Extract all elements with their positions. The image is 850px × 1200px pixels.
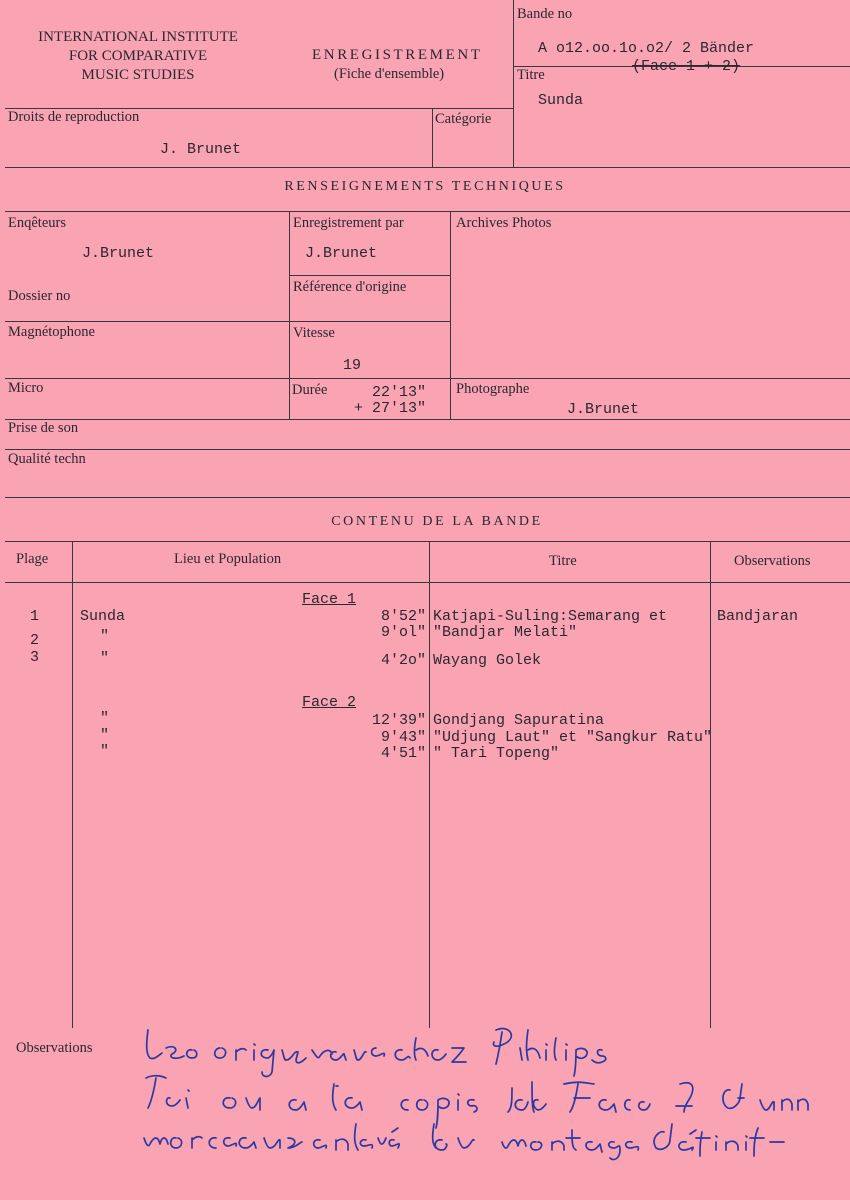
form-subtitle: (Fiche d'ensemble) bbox=[334, 66, 445, 82]
contenu-col1-divider bbox=[72, 541, 73, 1028]
col-header-plage: Plage bbox=[16, 551, 49, 567]
duree-value-2: + 27'13" bbox=[353, 400, 426, 417]
face1-label: Face 1 bbox=[302, 591, 357, 608]
tech-rule-3 bbox=[5, 378, 850, 379]
photographe-value: J.Brunet bbox=[567, 401, 640, 418]
enqueteurs-value: J.Brunet bbox=[82, 245, 155, 262]
tech-col1-divider bbox=[289, 211, 290, 419]
form-title: ENREGISTREMENT bbox=[312, 47, 483, 63]
reference-label: Référence d'origine bbox=[293, 279, 407, 295]
tech-rule-5 bbox=[5, 449, 850, 450]
archives-label: Archives Photos bbox=[456, 215, 552, 231]
row-titre: "Udjung Laut" et "Sangkur Ratu" bbox=[433, 729, 713, 746]
bande-label: Bande no bbox=[517, 6, 573, 22]
titre-label: Titre bbox=[517, 67, 545, 83]
row-titre: Gondjang Sapuratina bbox=[433, 712, 605, 729]
row-titre: Wayang Golek bbox=[433, 652, 542, 669]
tech-rule-6 bbox=[5, 497, 850, 498]
tech-rule-ref bbox=[289, 275, 450, 276]
col-header-lieu: Lieu et Population bbox=[174, 551, 282, 567]
tech-rule-4 bbox=[5, 419, 850, 420]
row-lieu: " bbox=[100, 650, 110, 667]
row-lieu: Sunda bbox=[80, 608, 126, 625]
col-header-observations: Observations bbox=[734, 553, 811, 569]
row-lieu: " bbox=[100, 727, 110, 744]
photographe-label: Photographe bbox=[456, 381, 530, 397]
handwritten-observations bbox=[140, 1020, 830, 1170]
qualite-label: Qualité techn bbox=[8, 451, 86, 467]
categorie-divider bbox=[432, 108, 433, 167]
enregistrement-label: Enregistrement par bbox=[293, 215, 404, 231]
bande-value: A o12.oo.1o.o2/ 2 Bänder bbox=[538, 40, 755, 57]
header-right-divider bbox=[513, 0, 514, 167]
row-lieu: " bbox=[100, 710, 110, 727]
col-header-titre: Titre bbox=[549, 553, 577, 569]
row-titre: Katjapi-Suling:Semarang et bbox=[433, 608, 668, 625]
duree-label: Durée bbox=[292, 382, 328, 398]
tech-section-title: RENSEIGNEMENTS TECHNIQUES bbox=[284, 179, 566, 194]
row-duree: 4'51" bbox=[380, 745, 426, 762]
enregistrement-value: J.Brunet bbox=[305, 245, 378, 262]
institute-line-3: MUSIC STUDIES bbox=[81, 67, 195, 83]
contenu-col2-divider bbox=[429, 541, 430, 1028]
tech-top-rule bbox=[5, 211, 850, 212]
institute-line-1: INTERNATIONAL INSTITUTE bbox=[38, 29, 238, 45]
enqueteurs-label: Enqêteurs bbox=[8, 215, 66, 231]
titre-value: Sunda bbox=[538, 92, 584, 109]
magnetophone-label: Magnétophone bbox=[8, 324, 95, 340]
institute-line-2: FOR COMPARATIVE bbox=[68, 48, 208, 64]
row-titre: "Bandjar Melati" bbox=[433, 624, 578, 641]
bande-face-struck: (Face 1 + 2) bbox=[632, 58, 741, 75]
row-duree: 9'43" bbox=[380, 729, 426, 746]
row-lieu: " bbox=[100, 743, 110, 760]
row-plage: 1 bbox=[30, 608, 40, 625]
contenu-top-rule bbox=[5, 541, 850, 542]
contenu-header-rule bbox=[5, 582, 850, 583]
vitesse-value: 19 bbox=[343, 357, 362, 374]
duree-value-1: 22'13" bbox=[371, 384, 426, 401]
micro-label: Micro bbox=[8, 380, 44, 396]
droits-label: Droits de reproduction bbox=[8, 109, 140, 125]
tech-col2-divider bbox=[450, 211, 451, 419]
row-duree: 12'39" bbox=[371, 712, 426, 729]
row-observation: Bandjaran bbox=[717, 608, 799, 625]
row-duree: 9'ol" bbox=[380, 624, 426, 641]
tech-rule-2 bbox=[5, 321, 450, 322]
categorie-label: Catégorie bbox=[435, 111, 492, 127]
row-titre: " Tari Topeng" bbox=[433, 745, 560, 762]
prise-label: Prise de son bbox=[8, 420, 79, 436]
row-lieu: " bbox=[100, 628, 110, 645]
header-section-rule bbox=[5, 167, 850, 168]
institute-name bbox=[0, 28, 276, 85]
face2-label: Face 2 bbox=[302, 694, 357, 711]
contenu-section-title: CONTENU DE LA BANDE bbox=[331, 514, 543, 529]
row-duree: 4'2o" bbox=[380, 652, 426, 669]
vitesse-label: Vitesse bbox=[293, 325, 335, 341]
row-plage: 3 bbox=[30, 649, 40, 666]
contenu-col3-divider bbox=[710, 541, 711, 1028]
observations-label: Observations bbox=[16, 1040, 93, 1056]
dossier-label: Dossier no bbox=[8, 288, 71, 304]
row-plage: 2 bbox=[30, 632, 40, 649]
row-duree: 8'52" bbox=[380, 608, 426, 625]
droits-value: J. Brunet bbox=[160, 141, 242, 158]
